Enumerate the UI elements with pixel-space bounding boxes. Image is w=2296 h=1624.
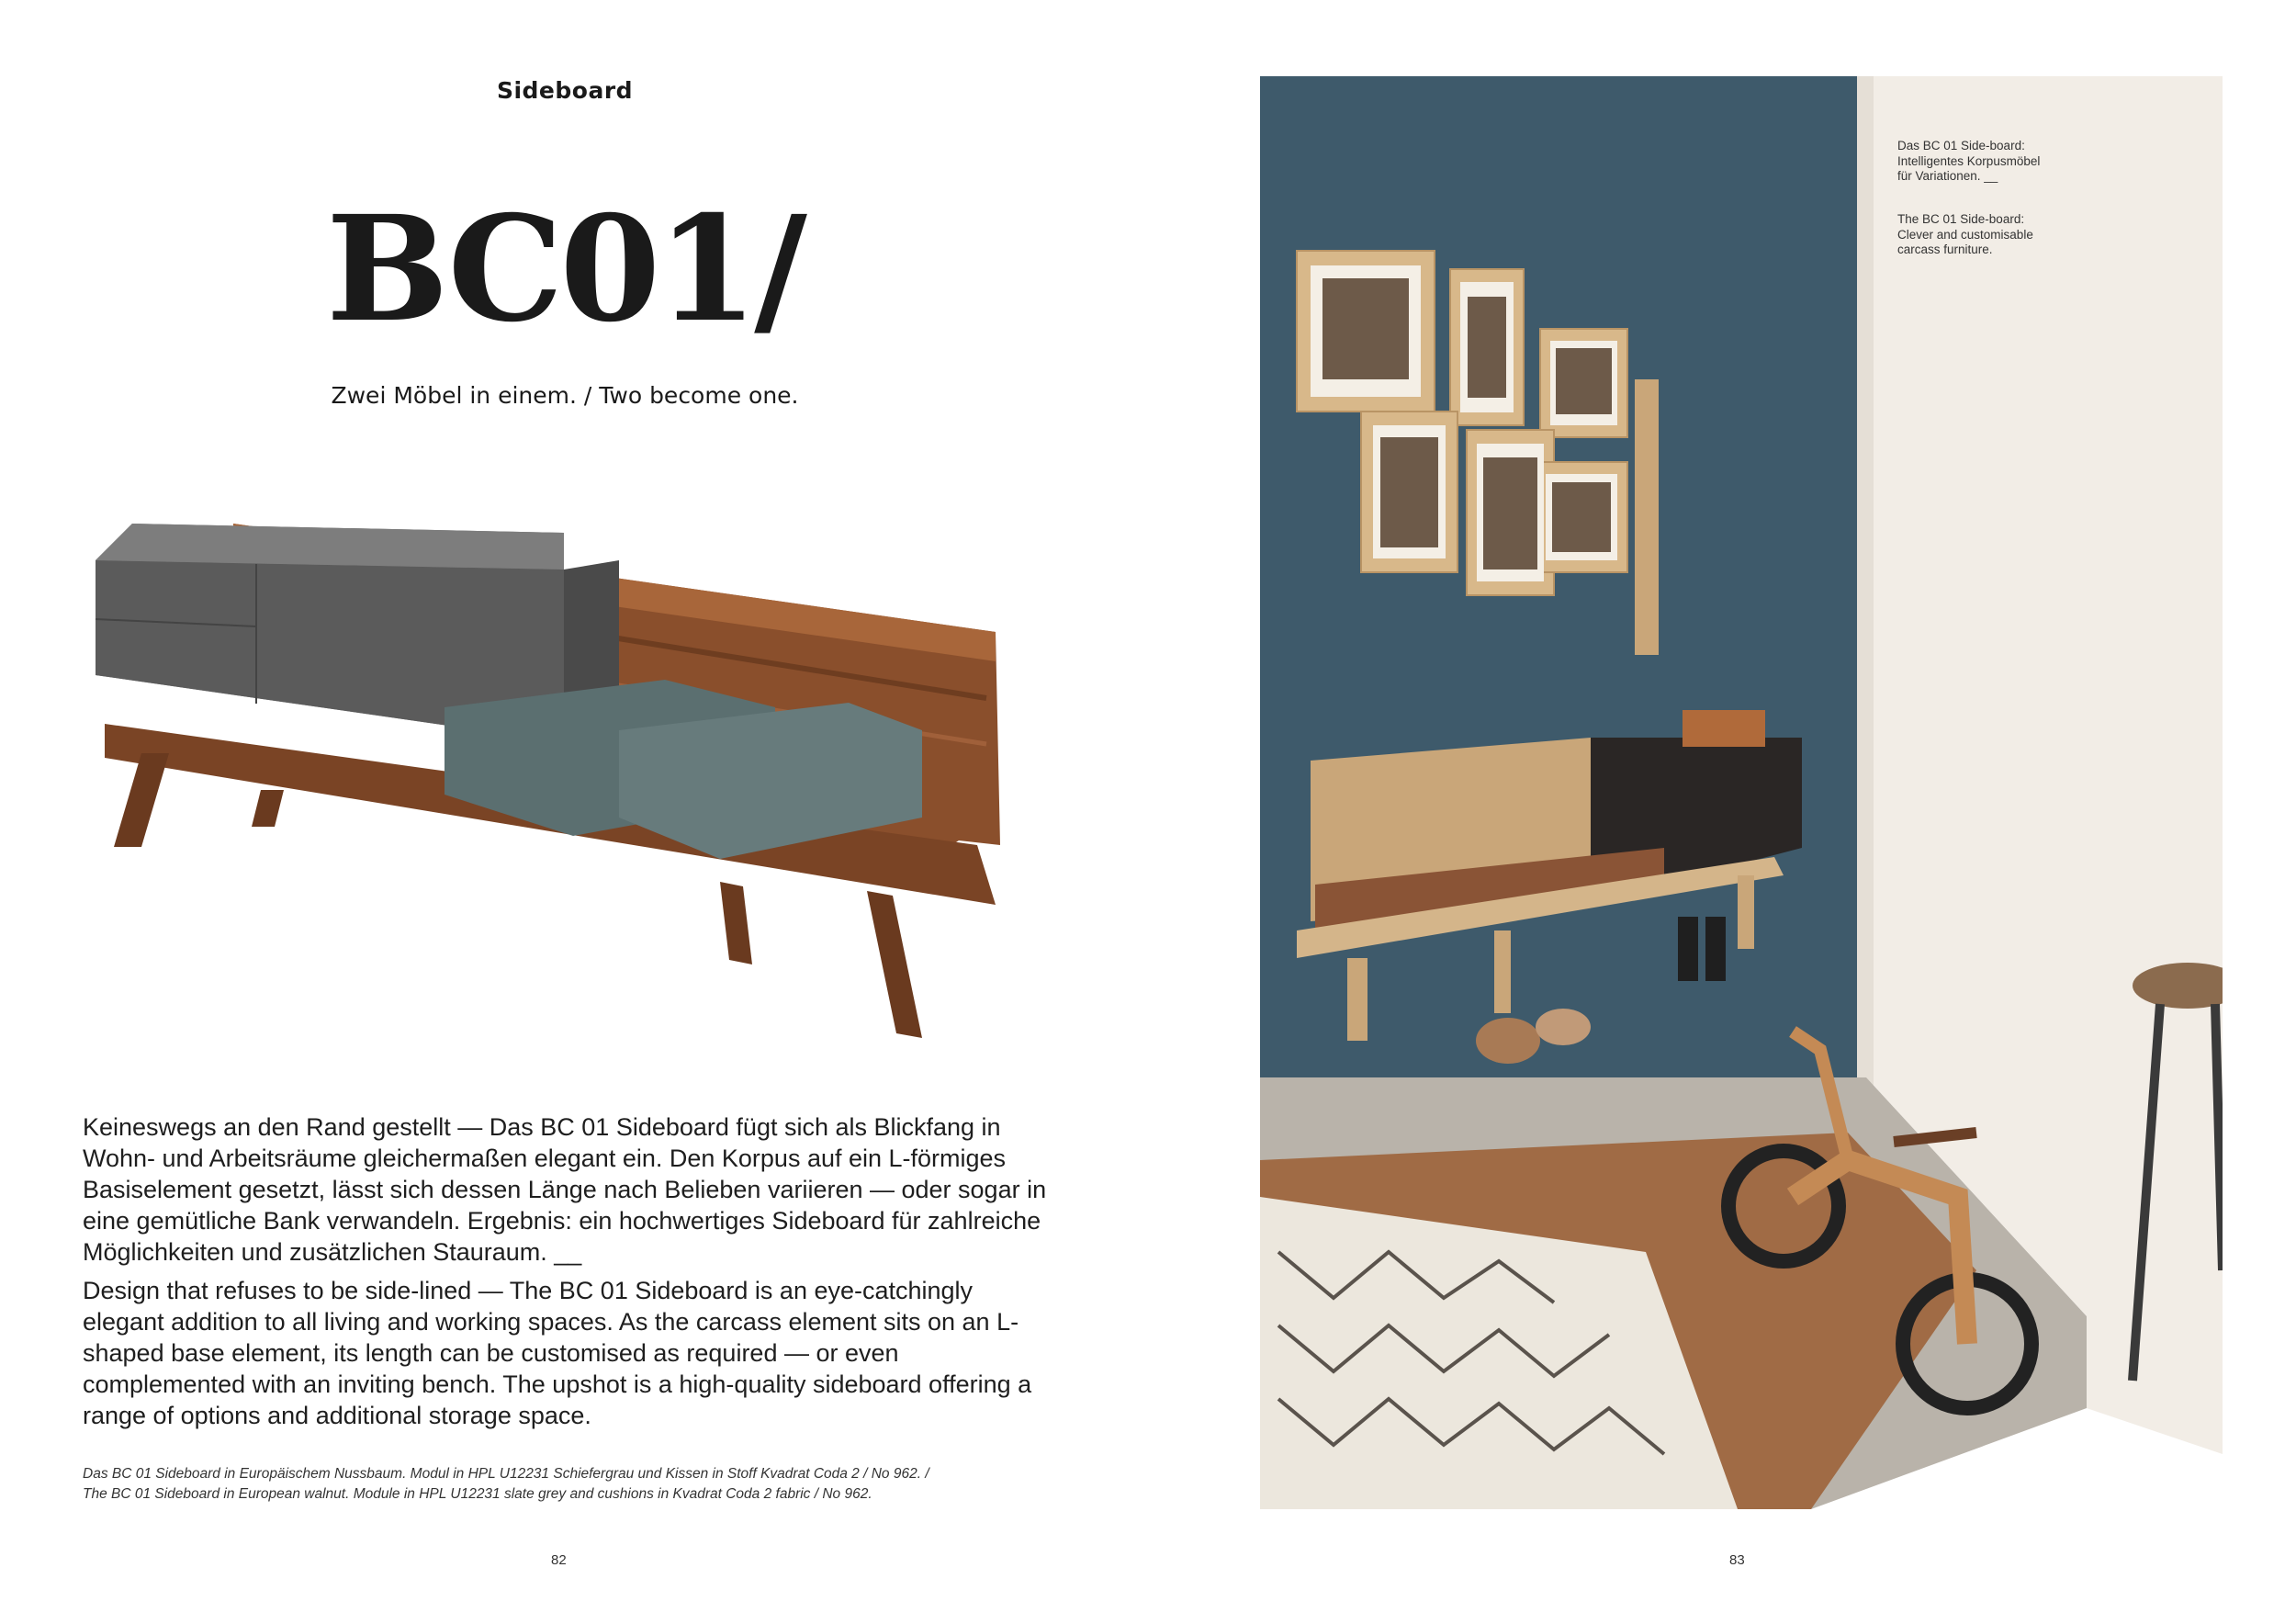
section-label: Sideboard [496, 77, 634, 104]
page-number-right: 83 [1729, 1552, 1745, 1568]
model-title: BC01/ [326, 185, 804, 355]
tagline: Zwei Möbel in einem. / Two become one. [331, 382, 799, 409]
caption-german: Das BC 01 Sideboard in Europäischem Nussbaum. Modul in HPL U12231 Schiefergrau und Kissen in Stoff Kvadrat Coda 2 / No 962. / [83, 1466, 929, 1482]
caption-english: The BC 01 Sideboard in European walnut. Module in HPL U12231 slate grey and cushions in Kvadrat Coda 2 fabric / No 962. [83, 1486, 872, 1502]
sideboard-product-image [77, 524, 1005, 1038]
body-text-english: Design that refuses to be side-lined — The BC 01 Sideboard is an eye-catchingly elegant addition to all living and working spaces. As the carcass element sits on an L-shaped base element, its length can be customised as required — or even complemented with an inviting bench. The upshot is a high-quality sideboard offering a range of options and additional storage space. [83, 1277, 1032, 1429]
photo-caption-english: The BC 01 Side-board: Clever and customisable carcass furniture. [1897, 212, 2033, 256]
right-page [1148, 0, 2296, 1624]
page-number-left: 82 [551, 1552, 567, 1568]
body-text-german: Keineswegs an den Rand gestellt — Das BC 01 Sideboard fügt sich als Blickfang in Wohn- und Arbeitsräume gleichermaßen elegant ein. Den Korpus auf ein L-förmiges Basiselement gesetzt, lässt sich dessen Länge nach Belieben variieren — oder sogar in eine gemütliche Bank verwandeln. Ergebnis: ein hochwertiges Sideboard für zahlreiche Möglichkeiten und zusätzlichen Stauraum. __ [83, 1113, 1047, 1266]
interior-photo [1260, 76, 2223, 1509]
photo-caption-german: Das BC 01 Side-board: Intelligentes Korpusmöbel für Variationen. __ [1897, 139, 2041, 183]
